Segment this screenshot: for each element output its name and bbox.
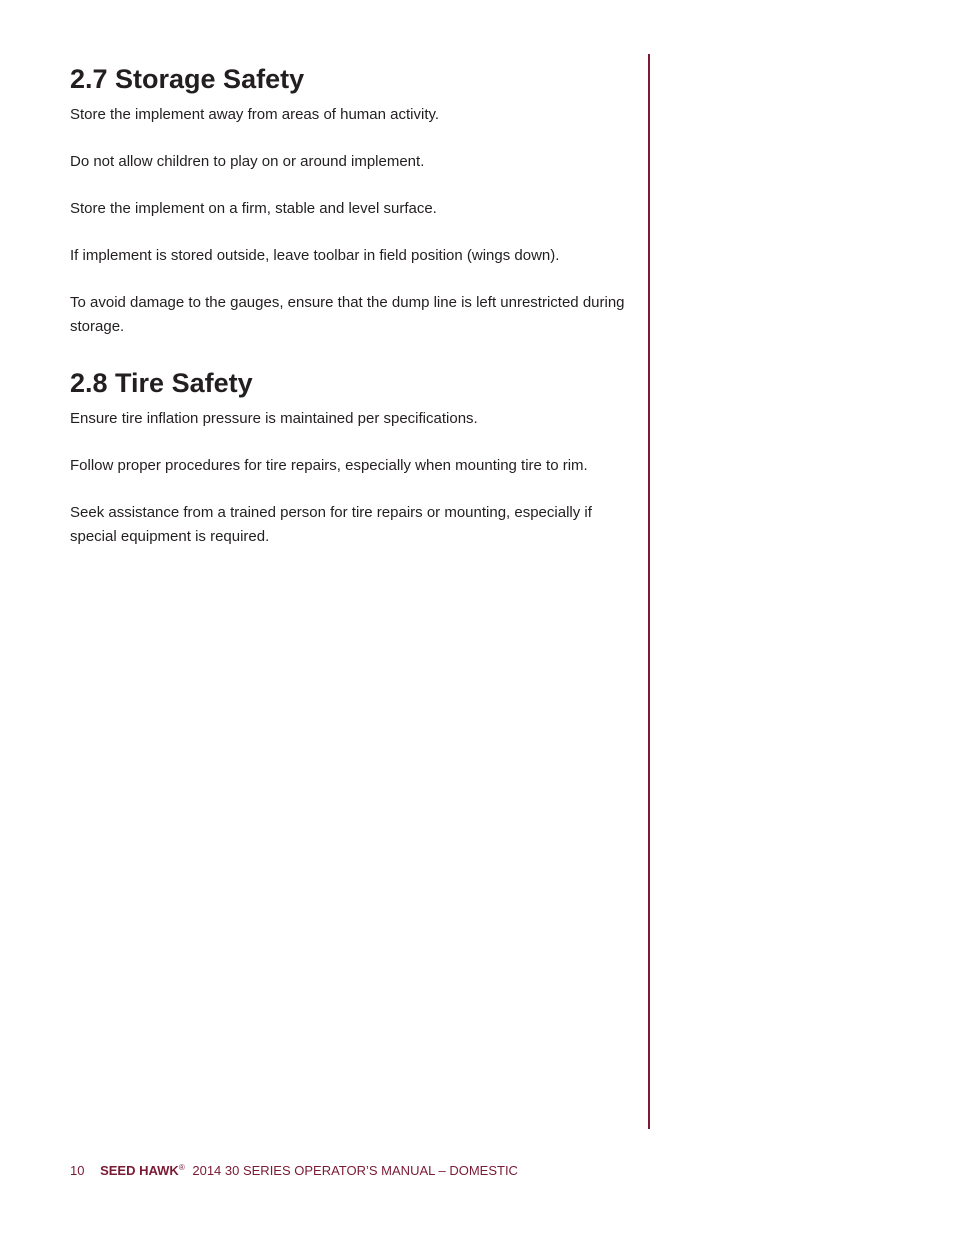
- storage-safety-paragraph: Store the implement away from areas of human activity.: [70, 106, 440, 123]
- tire-safety-paragraph: Seek assistance from a trained person for tire repairs or mounting, especially if special equipment is required.: [70, 504, 592, 545]
- tire-safety-paragraph: Follow proper procedures for tire repairs, especially when mounting tire to rim.: [70, 457, 588, 474]
- storage-safety-paragraph: Store the implement on a firm, stable and level surface.: [70, 200, 437, 217]
- page-footer: [70, 1162, 518, 1180]
- storage-safety-paragraph: To avoid damage to the gauges, ensure that the dump line is left unrestricted during storage.: [70, 294, 625, 335]
- storage-safety-paragraph: If implement is stored outside, leave toolbar in field position (wings down).: [70, 247, 560, 264]
- storage-safety-heading: 2.7 Storage Safety: [70, 64, 305, 94]
- column-divider: [648, 54, 650, 1129]
- registered-mark: ®: [178, 1162, 185, 1172]
- manual-title: 2014 30 SERIES OPERATOR’S MANUAL – DOMESTIC: [192, 1163, 518, 1178]
- storage-safety-paragraph: Do not allow children to play on or around implement.: [70, 153, 425, 170]
- storage-safety-section: [70, 62, 636, 338]
- tire-safety-paragraph: Ensure tire inflation pressure is maintained per specifications.: [70, 410, 478, 427]
- page-content: [70, 62, 636, 572]
- tire-safety-heading: 2.8 Tire Safety: [70, 368, 253, 398]
- brand-name: SEED HAWK: [100, 1163, 179, 1178]
- tire-safety-section: [70, 366, 636, 548]
- page-number: 10: [70, 1163, 85, 1178]
